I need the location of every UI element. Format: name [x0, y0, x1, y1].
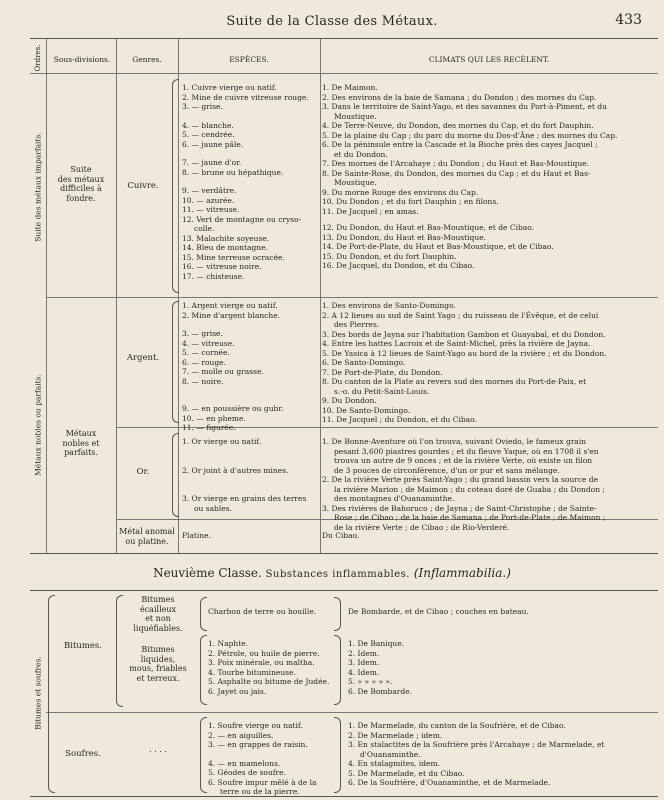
subdiv-metaux-difficiles: Suite des métaux difficiles à fondre.	[57, 165, 105, 203]
subdiv-metal-anomal: Métal anomal ou platine.	[119, 527, 175, 546]
list-item: 11. — figurée.	[182, 423, 236, 432]
list-item: 5. — cendrée.	[182, 130, 235, 139]
ordre-bitumes-soufres: Bitumes et soufres.	[33, 656, 43, 730]
bit2-especes	[208, 639, 348, 696]
list-item: 6. Soufre impur mêlé à de la	[208, 777, 317, 787]
or-especes	[182, 437, 322, 513]
list-item: 2. De la rivière Verte près Saint-Yago ; du grand bassin vers la source de	[322, 475, 599, 484]
list-item: 4. Entre les hattes Lacroix et de Saint-Michel, près la rivière de Jayna.	[322, 339, 591, 348]
list-item: 7. — molle ou grasse.	[182, 367, 264, 376]
list-item: s.-o. du Petit-Saint-Louis.	[334, 386, 430, 396]
inflammables-table	[30, 590, 658, 797]
cuivre-especes	[182, 83, 322, 281]
list-item: 3. Idem.	[348, 658, 380, 667]
bit1-espece: Charbon de terre ou houille.	[208, 607, 317, 616]
list-item: des montagnes d'Ouanaminthe.	[334, 494, 455, 503]
list-item: 4. En stalagmites, idem.	[348, 759, 440, 768]
list-item: 1. Argent vierge ou natif.	[182, 301, 278, 310]
list-item: 13. Malachite soyeuse.	[182, 233, 270, 243]
col-header-climats: CLIMATS QUI LES RECÈLENT.	[428, 55, 550, 64]
list-item: 11. De Jacquel ; du Dondon, et du Cibao.	[322, 415, 477, 424]
list-item: des Pierres.	[334, 320, 380, 329]
list-item: 2. Pétrole, ou huile de pierre.	[208, 648, 320, 658]
list-item: 5. De Marmelade, et du Cibao.	[348, 768, 465, 778]
list-item: 16. De Jacquel, du Dondon, et du Cibao.	[322, 261, 475, 270]
list-item: 1. De Maimon.	[322, 83, 378, 92]
list-item: 2. Idem.	[348, 648, 380, 658]
list-item: d'Ouanaminthe.	[360, 749, 421, 759]
list-item: 2. Or joint à d'autres mines.	[182, 465, 289, 475]
genre-or: Or.	[136, 467, 150, 477]
list-item: 4. Tourbe bitumineuse.	[208, 667, 296, 677]
list-item: 10. — en pheme.	[182, 413, 246, 423]
list-item: 1. De Bonne-Aventure où l'on trouva, suivant Oviedo, le fameux grain	[322, 437, 587, 446]
brace-soufres	[200, 717, 207, 793]
brace-ordre	[48, 595, 55, 793]
list-item: 10. — azurée.	[182, 195, 235, 205]
platine-espece: Platine.	[182, 531, 211, 540]
list-item: 5. De Yasica à 12 lieues de Saint-Yago au bord de la rivière ; et du Dondon.	[322, 348, 607, 358]
list-item: 11. — vitreuse.	[182, 205, 240, 214]
list-item: 7. — jaune d'or.	[182, 158, 242, 167]
brace-bit2	[200, 635, 207, 705]
list-item: 10. Du Dondon ; et du fort Dauphin ; en filons.	[322, 197, 499, 206]
list-item: 3. Poix minérale, ou maltha.	[208, 658, 315, 667]
list-item: 15. Du Dondon, et du fort Dauphin.	[322, 251, 457, 261]
bit1-climat: De Bombarde, et de Cibao ; couches en bateau.	[348, 607, 529, 616]
list-item: 2. Mine de cuivre vitreuse rouge.	[182, 92, 309, 102]
list-item: 9. — verdâtre.	[182, 186, 237, 195]
list-item: 8. — brune ou hépathique.	[182, 167, 284, 177]
list-item: la rivière Marion ; de Maimon ; du coteau doré de Guaba ; du Dondon ;	[334, 484, 605, 494]
list-item: 1. Soufre vierge ou natif.	[208, 721, 303, 730]
list-item: 5. » » » » ».	[348, 677, 393, 686]
list-item: 8. Du canton de la Plate au revers sud des mornes du Port-de-Paix, et	[322, 377, 587, 386]
list-item: 14. De Port-de-Plate, du Haut et Bas-Moustique, et de Cibao.	[322, 242, 554, 251]
list-item: 4. — en mamelons.	[208, 758, 281, 768]
brace-argent	[172, 301, 179, 423]
list-item: 4. — blanche.	[182, 120, 234, 130]
list-item: 5. — cornée.	[182, 348, 230, 357]
genre-soufres: Soufres.	[65, 749, 101, 759]
list-item: 16. — vitreuse noire.	[182, 262, 262, 271]
list-item: 5. Asphalte ou bitume de Judée.	[208, 677, 330, 686]
genre-cuivre: Cuivre.	[127, 181, 159, 191]
col-header-especes: ESPÈCES.	[229, 55, 269, 64]
list-item: 3. Or vierge en grains des terres	[182, 494, 307, 503]
list-item: 4. Idem.	[348, 667, 380, 677]
list-item: 13. Du Dondon, du Haut et Bas-Moustique.	[322, 232, 487, 242]
list-item: 10. De Santo-Domingo.	[322, 405, 411, 415]
list-item: 1. Des environs de Santo-Domingo.	[322, 301, 456, 310]
list-item: 1. De Marmelade, du canton de la Soufrière, et de Cibao.	[348, 721, 566, 730]
list-item: 3. — grise.	[182, 102, 223, 111]
list-item: 3. Des rivières de Bahoruco ; de Jayna ; de Saint-Christophe ; de Sainte-	[322, 503, 597, 513]
subdiv-bitumes-ecailleux: Bitumes écailleux et non liquéfiables.	[133, 595, 183, 633]
col-header-sous-divisions: Sous-divisions.	[53, 55, 111, 64]
soufres-climats	[348, 721, 654, 788]
list-item: 14. Bleu de montagne.	[182, 243, 268, 252]
bit2-climats	[348, 639, 654, 696]
list-item: 2. Des environs de la baie de Samana ; du Dondon ; des mornes du Cap.	[322, 92, 597, 102]
brace-or	[172, 433, 179, 517]
brace-bit1	[200, 597, 207, 631]
platine-climat: Du Cibao.	[322, 531, 360, 540]
list-item: 9. Du Dondon.	[322, 396, 377, 405]
metals-table	[30, 38, 658, 554]
list-item: 6. — rouge.	[182, 357, 226, 367]
list-item: 5. Géodes de soufre.	[208, 768, 286, 777]
col-header-ordres: Ordres.	[34, 44, 42, 72]
list-item: 12. Du Dondon, du Haut et Bas-Moustique, et de Cibao.	[322, 223, 535, 232]
list-item: Moustique.	[334, 178, 377, 187]
col-header-genres: Genres.	[132, 55, 162, 64]
list-item: 6. — jaune pâle.	[182, 139, 244, 149]
list-item: 8. De Sainte-Rose, du Dondon, des mornes du Cap ; et du Haut et Bas-	[322, 168, 591, 178]
list-item: 3. Des bords de Jayna sur l'habitation Gambon et Guayabal, et du Dondon.	[322, 329, 606, 339]
list-item: 9. — en poussière ou gubr.	[182, 404, 284, 413]
list-item: 4. — vitreuse.	[182, 338, 235, 348]
list-item: 3. En stalactites de la Soufrière près l'Arcahaye ; de Marmelade, et	[348, 740, 605, 749]
list-item: 1. De Banique.	[348, 639, 405, 648]
list-item: 2. De Marmelade ; idem.	[348, 730, 443, 740]
page-number: 433	[615, 12, 642, 28]
list-item: de 3 pouces de circonférence, d'un or pur et sans mélange.	[334, 465, 560, 475]
soufres-especes	[208, 721, 348, 797]
list-item: 6. De la péninsule entre la Cascade et la Bioche près des cayes Jacquel ;	[322, 140, 598, 149]
list-item: de la rivière Verte ; de Cibao ; de Rio-Verderé.	[334, 522, 510, 532]
genre-argent: Argent.	[126, 353, 160, 363]
cuivre-climats	[322, 83, 654, 271]
subdiv-soufres-dots: . . . .	[149, 745, 167, 754]
list-item: 6. Jayet ou jais.	[208, 686, 267, 696]
brace-cuivre	[172, 79, 179, 293]
list-item: pesant 3,600 piastres gourdes ; et du fleuve Yaque, où en 1708 il s'en	[334, 446, 599, 456]
list-item: 1. Naphte.	[208, 639, 249, 648]
list-item: 2. A 12 lieues au sud de Saint Yago ; du ruisseau de l'Évêque, et de celui	[322, 310, 599, 320]
genre-bitumes: Bitumes.	[63, 641, 102, 651]
list-item: 2. Mine d'argent blanche.	[182, 310, 281, 320]
list-item: 3. — grise.	[182, 329, 223, 338]
list-item: 11. De Jacquel ; en amas.	[322, 206, 419, 216]
list-item: 3. — en grappes de raisin.	[208, 740, 308, 749]
or-climats	[322, 437, 654, 532]
list-item: 1. Or vierge ou natif.	[182, 437, 262, 446]
list-item: 6. De Bombarde.	[348, 686, 412, 696]
argent-especes	[182, 301, 322, 433]
list-item: 9. Du morne Rouge des environs du Cap.	[322, 187, 479, 197]
list-item: 7. De Port-de-Plate, du Dondon.	[322, 367, 443, 377]
list-item: et du Dondon.	[334, 149, 388, 159]
list-item: trouva un autre de 9 onces ; et de la rivière Verte, où existe un filon	[334, 456, 593, 465]
list-item: terre ou de la pierre.	[220, 787, 300, 796]
running-header: Suite de la Classe des Métaux.	[226, 14, 438, 29]
ordre-metaux-imparfaits: Suite des métaux imparfaits.	[33, 132, 43, 242]
subdiv-bitumes-liquides: Bitumes liquides, mous, friables et terreux.	[129, 645, 187, 683]
list-item: 8. — noire.	[182, 376, 224, 386]
list-item: 5. De la plaine du Cap ; du parc du morne du Dos-d'Âne ; des mornes du Cap.	[322, 130, 618, 140]
list-item: 6. De Santo-Domingo.	[322, 358, 406, 367]
list-item: 4. De Terre-Neuve, du Dondon, des mornes du Cap, et du fort Dauphin.	[322, 121, 594, 130]
list-item: ou sables.	[194, 503, 232, 513]
list-item: Moustique.	[334, 111, 377, 121]
list-item: 2. — en aiguilles.	[208, 730, 274, 740]
argent-climats	[322, 301, 654, 425]
list-item: colle.	[194, 224, 215, 233]
list-item: 15. Mine terreuse ocracée.	[182, 252, 285, 262]
subdiv-metaux-nobles: Métaux nobles et parfaits.	[62, 429, 100, 457]
list-item: 12. Vert de montagne ou cryso-	[182, 214, 302, 224]
list-item: 3. Dans le territoire de Saint-Yago, et des savannes du Port-à-Piment, et du	[322, 102, 607, 111]
list-item: 6. De la Soufrière, d'Ouanaminthe, et de Marmelade.	[348, 778, 551, 787]
section-title-neuvieme-classe: Neuvième Classe. Substances inflammables. (Inflammabilia.)	[153, 566, 511, 580]
list-item: 17. — chisteuse.	[182, 271, 245, 281]
list-item: 1. Cuivre vierge ou natif.	[182, 83, 277, 92]
list-item: 7. Des mornes de l'Arcahaye ; du Dondon ; du Haut et Bas-Moustique.	[322, 159, 589, 168]
ordre-metaux-nobles: Métaux nobles ou parfaits.	[33, 374, 43, 476]
list-item: Rose ; de Cibao ; de la baie de Samana ; de Port-de-Plate ; de Maimon ;	[334, 513, 606, 522]
